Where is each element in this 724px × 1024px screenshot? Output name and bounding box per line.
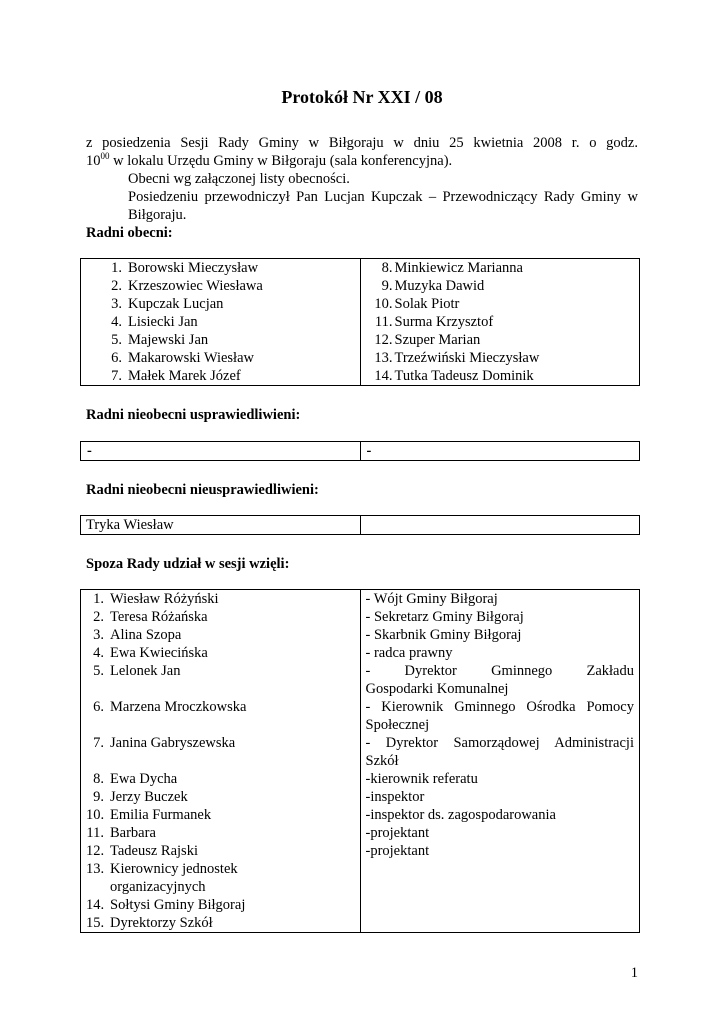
list-item: 7. Janina Gabryszewska [93,735,236,751]
role-line: -inspektor [365,789,425,805]
unexcused-right-cell [360,516,640,535]
list-item: 4. Lisiecki Jan [111,314,198,330]
intro-paragraph [86,134,638,170]
list-item: 5. Majewski Jan [111,332,209,348]
present-heading: Radni obecni: [86,225,173,241]
list-item: 10. Solak Piotr [374,296,460,312]
list-item: 8. Ewa Dycha [93,771,178,787]
list-item: 10. Emilia Furmanek [86,807,212,823]
list-item: 12. Szuper Marian [374,332,481,348]
role-line: Społecznej [365,717,430,733]
list-item: 4. Ewa Kwiecińska [93,645,208,661]
list-item: 1. Borowski Mieczysław [111,260,259,276]
role-line: -projektant [365,843,430,859]
intro-hour: 10 [86,153,101,169]
role-line: - Dyrektor Samorządowej Administracji [365,735,634,751]
excused-left-cell: - [81,442,361,461]
role-line: Szkół [365,753,399,769]
list-item: 12. Tadeusz Rajski [86,843,198,859]
intro-hour-minutes: 00 [100,151,110,161]
unexcused-left-cell: Tryka Wiesław [81,516,361,535]
present-right-cell [360,259,640,386]
guests-roles-cell [360,590,640,933]
list-item: 14. Tutka Tadeusz Dominik [374,368,534,384]
page-number: 1 [630,965,638,981]
role-line: - Skarbnik Gminy Biłgoraj [365,627,522,643]
role-line: - Sekretarz Gminy Biłgoraj [365,609,524,625]
present-left-cell [81,259,361,386]
intro-line-1: z posiedzenia Sesji Rady Gminy w Biłgoraju w dniu 25 kwietnia 2008 r. o godz. [86,135,638,151]
role-line: -inspektor ds. zagospodarowania [365,807,556,823]
list-item: 9. Muzyka Dawid [381,278,485,294]
role-line: Gospodarki Komunalnej [365,681,509,697]
guests-table [80,589,640,933]
list-item: 5. Lelonek Jan [93,663,181,679]
list-item: 8. Minkiewicz Marianna [381,260,523,276]
present-table [80,258,640,386]
role-line: - radca prawny [365,645,453,661]
unexcused-table [80,515,640,535]
document-title: Protokół Nr XXI / 08 [281,87,443,107]
role-line: - Kierownik Gminnego Ośrodka Pomocy [365,699,634,715]
list-item: 11. Surma Krzysztof [374,314,494,330]
chair-note: Posiedzeniu przewodniczył Pan Lucjan Kupczak – Przewodniczący Rady Gminy w Biłgoraju. [128,189,638,223]
list-item: 11. Barbara [86,825,156,841]
excused-heading: Radni nieobecni usprawiedliwieni: [86,407,301,423]
excused-table [80,441,640,461]
list-item: 13. Kierownicy jednostek organizacyjnych [86,861,238,895]
list-item: 7. Małek Marek Józef [111,368,241,384]
list-item: 6. Makarowski Wiesław [111,350,254,366]
list-item: 14. Sołtysi Gminy Biłgoraj [86,897,246,913]
list-item: 2. Teresa Różańska [93,609,208,625]
role-line: - Dyrektor Gminnego Zakładu [365,663,634,679]
list-item: 13. Trzeźwiński Mieczysław [374,350,540,366]
unexcused-heading: Radni nieobecni nieusprawiedliwieni: [86,482,319,498]
role-line: - Wójt Gminy Biłgoraj [365,591,498,607]
list-item: 15. Dyrektorzy Szkół [86,915,213,931]
list-item: 1. Wiesław Różyński [93,591,219,607]
list-item: 3. Alina Szopa [93,627,182,643]
excused-right-cell: - [360,442,640,461]
intro-location: w lokalu Urzędu Gminy w Biłgoraju (sala konferencyjna). [109,153,453,169]
list-item: 9. Jerzy Buczek [93,789,188,805]
guests-people-cell [81,590,361,933]
list-item: 6. Marzena Mroczkowska [93,699,247,715]
role-line: -kierownik referatu [365,771,478,787]
list-item: 2. Krzeszowiec Wiesława [111,278,263,294]
role-line: -projektant [365,825,430,841]
list-item: 3. Kupczak Lucjan [111,296,224,312]
guests-heading: Spoza Rady udział w sesji wzięli: [86,556,290,572]
intro-line-2 [86,152,638,170]
attendance-note: Obecni wg załączonej listy obecności. [128,171,350,187]
